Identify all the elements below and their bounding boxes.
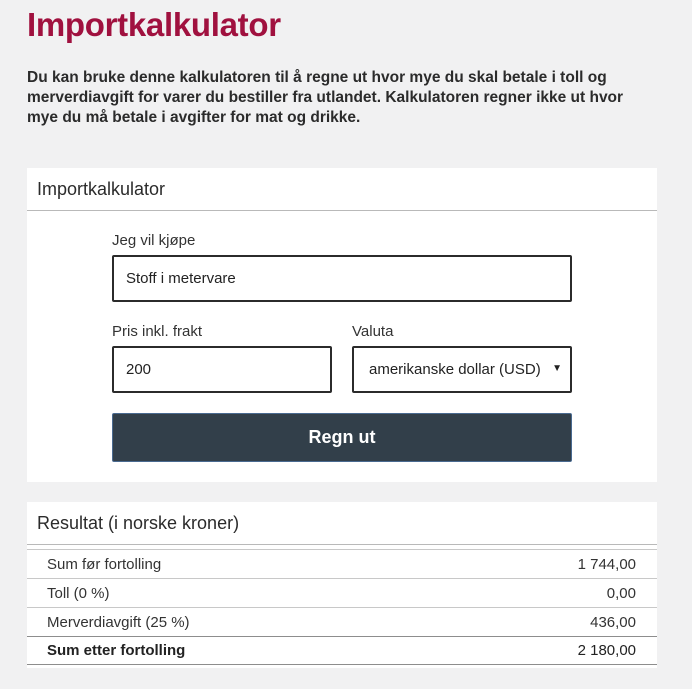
- result-total-value: 2 180,00: [577, 642, 636, 659]
- price-input[interactable]: [112, 346, 332, 393]
- calculator-card: [27, 168, 657, 482]
- result-label: Toll (0 %): [47, 584, 110, 602]
- price-label: Pris inkl. frakt: [112, 323, 203, 340]
- page-title: Importkalkulator: [27, 6, 281, 43]
- result-row-total: [27, 636, 657, 665]
- result-row-toll: [27, 578, 657, 607]
- result-value: 1 744,00: [577, 555, 636, 573]
- result-label: Sum før fortolling: [47, 555, 162, 573]
- currency-select[interactable]: [352, 346, 572, 393]
- result-label: Merverdiavgift (25 %): [47, 613, 190, 631]
- result-value: 0,00: [606, 584, 636, 602]
- product-label: Jeg vil kjøpe: [112, 232, 196, 249]
- product-input[interactable]: [112, 255, 572, 302]
- result-value: 436,00: [590, 613, 636, 631]
- currency-selected-value: amerikanske dollar (USD): [369, 361, 541, 378]
- chevron-down-icon: ▼: [552, 363, 562, 374]
- currency-label: Valuta: [352, 323, 394, 340]
- calculate-button[interactable]: Regn ut: [112, 413, 572, 462]
- result-header: Resultat (i norske kroner): [27, 502, 657, 545]
- result-row-sum-before: [27, 549, 657, 578]
- result-table: [27, 549, 657, 665]
- result-total-label: Sum etter fortolling: [47, 642, 186, 659]
- result-card: [27, 502, 657, 668]
- result-row-vat: [27, 607, 657, 636]
- calculator-header: Importkalkulator: [27, 168, 657, 211]
- intro-text: Du kan bruke denne kalkulatoren til å regne ut hvor mye du skal betale i toll og merverdiavgift for varer du bestiller fra utlandet. Kalkulatoren regner ikke ut hvor mye du må betale i avgifter for mat og drikke.: [27, 69, 624, 126]
